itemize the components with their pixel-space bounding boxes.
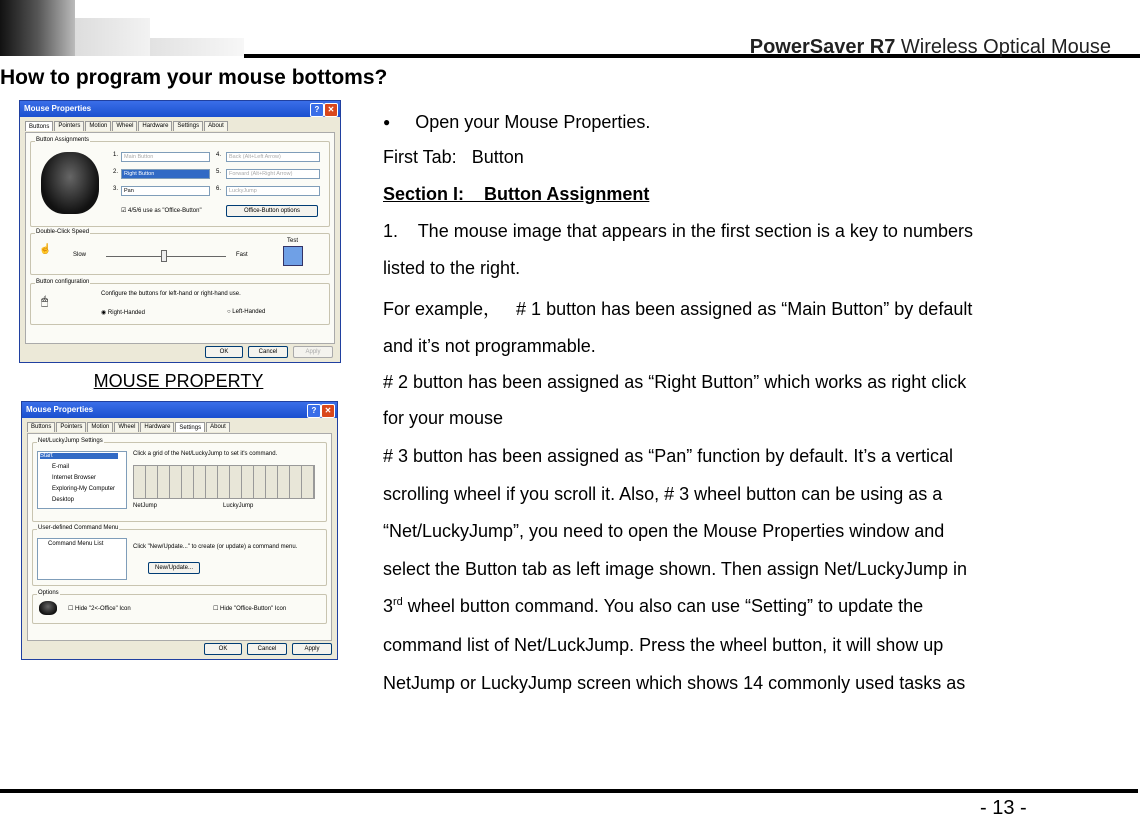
tab-pointers: Pointers [54, 121, 84, 131]
section-heading: Section I: Button Assignment [383, 184, 650, 204]
ordinal-suffix: rd [393, 596, 403, 608]
hide-office-button-label: Hide "Office-Button" Icon [220, 606, 287, 612]
body-line: 1. The mouse image that appears in the first section is a key to numbers [383, 221, 973, 241]
first-tab-line [383, 147, 524, 168]
mouse-icon: 🖱 [41, 294, 49, 308]
tab-strip [25, 121, 229, 131]
close-icon: ✕ [321, 404, 335, 418]
test-folder-icon [283, 246, 303, 266]
row-num: 3. [113, 186, 119, 192]
tab-strip [27, 422, 231, 432]
tab-settings: Settings [175, 422, 205, 432]
button-5-combo: Forward (Alt+Right Arrow) [226, 169, 320, 179]
tab-motion: Motion [85, 121, 111, 131]
list-item: Desktop [52, 497, 75, 503]
first-tab-label: First Tab: [383, 147, 457, 167]
grid-instructions: Click a grid of the Net/LuckyJump to set it's command. [133, 451, 278, 457]
body-line: For example， # 1 button has been assigned as “Main Button” by default [383, 299, 973, 319]
tab-wheel: Wheel [114, 422, 139, 432]
tab-hardware: Hardware [140, 422, 174, 432]
right-handed-label: Right-Handed [107, 310, 145, 316]
tab-buttons: Buttons [25, 121, 53, 131]
command-menu-list-label: Command Menu List [48, 541, 104, 547]
row-num: 5. [216, 169, 222, 175]
button-4-combo: Back (Alt+Left Arrow) [226, 152, 320, 162]
left-handed-radio: ○ Left-Handed [227, 309, 266, 315]
cancel-button: Cancel [247, 643, 287, 655]
body-line: and it’s not programmable. [383, 336, 596, 356]
group-label: Net/LuckyJump Settings [38, 438, 103, 444]
office-checkbox-label: 4/5/6 use as "Office-Button" [128, 208, 202, 214]
mouse-image [39, 601, 57, 615]
body-line: # 2 button has been assigned as “Right Button” which works as right click [383, 372, 967, 392]
body-line: select the Button tab as left image shown. Then assign Net/LuckyJump in [383, 559, 967, 579]
header-title: PowerSaver R7 Wireless Optical Mouse [749, 36, 1111, 58]
list-item: Exploring-My Computer [52, 486, 116, 492]
tab-settings: Settings [173, 121, 203, 131]
body-line [383, 596, 923, 617]
tab-about: About [204, 121, 228, 131]
apply-button: Apply [292, 643, 332, 655]
group-label: Button configuration [36, 279, 90, 285]
list-item: Start [40, 453, 118, 459]
help-icon: ? [310, 103, 324, 117]
mouse-properties-screenshot [19, 100, 341, 363]
hide-office-button-checkbox: ☐ Hide "Office-Button" Icon [213, 606, 287, 612]
body-line: for your mouse [383, 408, 504, 428]
luckyjump-label: LuckyJump [223, 503, 254, 509]
ok-button: OK [204, 643, 242, 655]
mouse-image [41, 152, 99, 214]
new-update-button: New/Update... [148, 562, 200, 574]
tab-motion: Motion [87, 422, 113, 432]
ordinal-number: 3 [383, 596, 394, 616]
office-checkbox: ☑ 4/5/6 use as "Office-Button" [121, 208, 202, 214]
config-text: Configure the buttons for left-hand or right-hand use. [101, 291, 241, 297]
footer-rule [0, 789, 1138, 793]
button-3-combo: Pan [121, 186, 210, 196]
button-2-combo: Right Button [121, 169, 210, 179]
right-handed-radio: ◉ Right-Handed [101, 310, 145, 316]
bullet-item [383, 112, 650, 133]
header-decoration [75, 18, 150, 56]
body-line: “Net/LuckyJump”, you need to open the Mouse Properties window and [383, 521, 945, 541]
row-num: 4. [216, 152, 222, 158]
left-handed-label: Left-Handed [232, 309, 266, 315]
apply-button: Apply [293, 346, 333, 358]
group-label: Options [38, 590, 59, 596]
body-line: listed to the right. [383, 258, 521, 278]
slider-thumb [161, 250, 167, 262]
button-1-combo: Main Button [121, 152, 210, 162]
office-button-options: Office-Button options [226, 205, 318, 217]
first-tab-value: Button [471, 147, 524, 167]
page-heading: How to program your mouse bottoms? [0, 66, 388, 89]
body-line: NetJump or LuckyJump screen which shows 14 commonly used tasks as [383, 673, 966, 693]
group-label: Double-Click Speed [36, 229, 90, 235]
page-number: - 13 - [980, 797, 1027, 819]
window-title: Mouse Properties [26, 405, 94, 414]
tab-wheel: Wheel [112, 121, 137, 131]
hide-office-label: Hide "2<-Office" Icon [75, 606, 131, 612]
slow-label: Slow [73, 252, 87, 258]
mouse-settings-screenshot [21, 401, 338, 660]
double-click-icon: ☝ [39, 244, 52, 255]
ok-button: OK [205, 346, 243, 358]
row-num: 1. [113, 152, 119, 158]
list-item: Internet Browser [52, 475, 97, 481]
close-icon: ✕ [324, 103, 338, 117]
list-item: E-mail [52, 464, 70, 470]
tab-pointers: Pointers [56, 422, 86, 432]
group-label: Button Assignments [36, 137, 90, 143]
tab-hardware: Hardware [138, 121, 172, 131]
command-menu-list [37, 538, 127, 580]
ordinal-rest: wheel button command. You also can use “Setting” to update the [402, 596, 924, 616]
cancel-button: Cancel [248, 346, 288, 358]
command-list [37, 451, 127, 509]
bullet-icon: ● [383, 115, 391, 129]
tab-about: About [206, 422, 230, 432]
body-line: scrolling wheel if you scroll it. Also, # 3 wheel button can be using as a [383, 484, 943, 504]
fast-label: Fast [236, 252, 248, 258]
header-decoration [150, 38, 244, 56]
row-num: 2. [113, 169, 119, 175]
jump-icon-grid [133, 465, 315, 499]
hide-office-checkbox: ☐ Hide "2<-Office" Icon [68, 606, 131, 612]
bullet-text: Open your Mouse Properties. [415, 112, 651, 132]
group-label: User-defined Command Menu [38, 525, 119, 531]
body-line: command list of Net/LuckJump. Press the wheel button, it will show up [383, 635, 944, 655]
tab-buttons: Buttons [27, 422, 55, 432]
test-label: Test [287, 238, 299, 244]
window-title: Mouse Properties [24, 104, 92, 113]
body-line: # 3 button has been assigned as “Pan” function by default. It’s a vertical [383, 446, 954, 466]
button-6-combo: LuckyJump [226, 186, 320, 196]
netjump-label: NetJump [133, 503, 158, 509]
command-instructions: Click "New/Update..." to create (or update) a command menu. [133, 544, 298, 550]
caption-mouse-property: MOUSE PROPERTY [93, 371, 264, 391]
row-num: 6. [216, 186, 222, 192]
help-icon: ? [307, 404, 321, 418]
header-decoration [0, 0, 75, 56]
